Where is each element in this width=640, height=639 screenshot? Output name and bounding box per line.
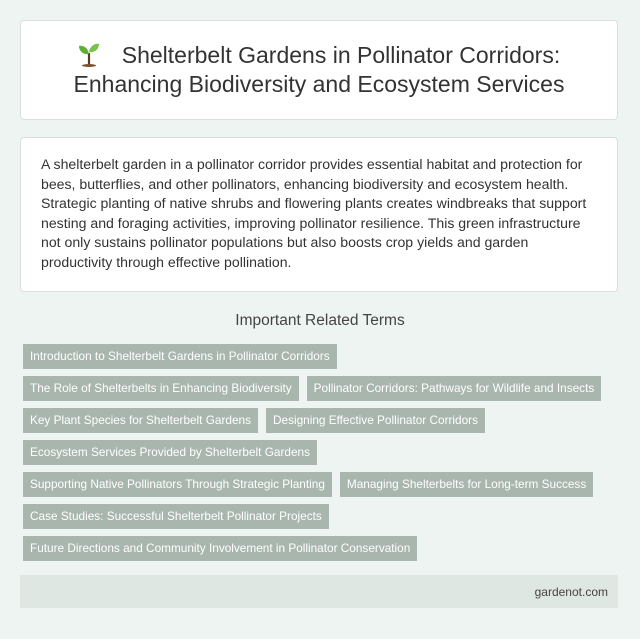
related-term-tag[interactable]: Designing Effective Pollinator Corridors: [266, 408, 485, 433]
related-term-tag[interactable]: The Role of Shelterbelts in Enhancing Biodiversity: [23, 376, 299, 401]
related-term-tag[interactable]: Managing Shelterbelts for Long-term Success: [340, 472, 593, 497]
related-term-tag[interactable]: Supporting Native Pollinators Through Strategic Planting: [23, 472, 332, 497]
related-term-tag[interactable]: Ecosystem Services Provided by Shelterbelt Gardens: [23, 440, 317, 465]
summary-card: [20, 137, 618, 292]
tag-row: [23, 504, 623, 536]
related-term-tag[interactable]: Pollinator Corridors: Pathways for Wildlife and Insects: [307, 376, 602, 401]
related-term-tag[interactable]: Future Directions and Community Involvement in Pollinator Conservation: [23, 536, 417, 561]
summary-text: A shelterbelt garden in a pollinator corridor provides essential habitat and protection for bees, butterflies, and other pollinators, enhancing biodiversity and ecosystem health. Strategic planting of native shrubs and flowering plants creates windbreaks that support nesting and foraging activities, improving pollinator resilience. This green infrastructure not only sustains pollinator populations but also boosts crop yields and garden productivity through effective pollination.: [41, 156, 587, 270]
tag-row: [23, 408, 623, 440]
tag-row: [23, 344, 623, 376]
header-card: [20, 20, 618, 120]
footer-site-link[interactable]: gardenot.com: [534, 584, 608, 599]
tag-row: [23, 376, 623, 408]
page-title-text: Shelterbelt Gardens in Pollinator Corridors: Enhancing Biodiversity and Ecosystem Services: [73, 42, 565, 97]
related-term-tag[interactable]: Introduction to Shelterbelt Gardens in Pollinator Corridors: [23, 344, 337, 369]
related-terms-heading: Important Related Terms: [235, 312, 405, 329]
seedling-icon: [78, 41, 100, 67]
related-terms-list: [23, 344, 623, 568]
related-term-tag[interactable]: Case Studies: Successful Shelterbelt Pollinator Projects: [23, 504, 329, 529]
tag-row: [23, 472, 623, 504]
tag-row: [23, 536, 623, 568]
related-term-tag[interactable]: Key Plant Species for Shelterbelt Gardens: [23, 408, 258, 433]
tag-row: [23, 440, 623, 472]
footer: [20, 575, 618, 608]
page-title: [21, 41, 617, 99]
